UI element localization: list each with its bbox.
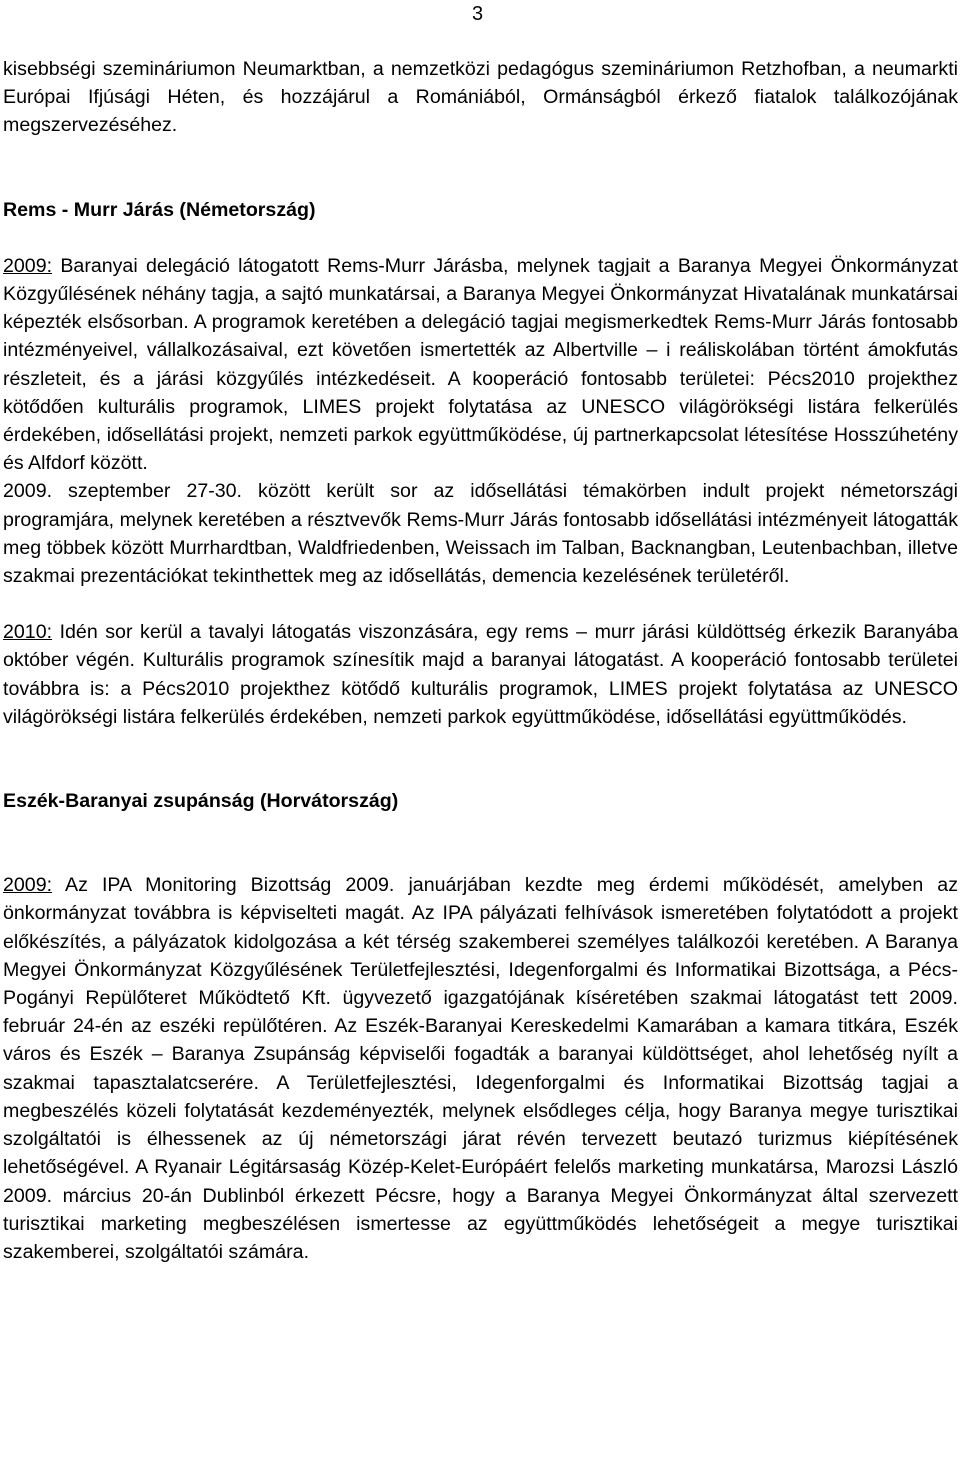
spacer	[3, 815, 958, 871]
intro-paragraph: kisebbségi szemináriumon Neumarktban, a nemzetközi pedagógus szemináriumon Retzhofban, a neumarkti Európai Ifjúsági Héten, és hozzájárul a Romániából, Ormánságból érkező fiatalok találkozójának megszervezéséhez.	[3, 58, 958, 137]
rems-murr-paragraph-2009	[3, 252, 958, 478]
spacer	[3, 140, 958, 196]
section-heading-rems-murr: Rems - Murr Járás (Németország)	[3, 198, 316, 221]
section-heading-eszek-baranya: Eszék-Baranyai zsupánság (Horvátország)	[3, 790, 399, 813]
rems-murr-paragraph-sept-2009: 2009. szeptember 27-30. között került sor az idősellátási témakörben indult projekt németországi programjára, melynek keretében a résztvevők Rems-Murr Járás fontosabb idősellátási intézményeit látogatták meg többek között Murrhardtban, Waldfriedenben, Weissach im Talban, Backnangban, Leutenbachban, illetve szakmai prezentációkat tekinthettek meg az idősellátás, demencia kezelésének területéről.	[3, 480, 958, 588]
eszek-paragraph-2009	[3, 871, 958, 1266]
document-body	[3, 55, 958, 1266]
rems-murr-paragraph-2010	[3, 618, 958, 731]
paragraph-text: Idén sor kerül a tavalyi látogatás viszonzására, egy rems – murr járási küldöttség érkezik Baranyába október végén. Kulturális programok színesítik majd a baranyai látogatást. A kooperáció fontosabb területei továbbra is: a Pécs2010 projekthez kötődő kulturális programok, LIMES projekt folytatása az UNESCO világörökségi listára felkerülés érdekében, nemzeti parkok együttműködése, idősellátási együttműködés.	[3, 621, 958, 728]
page-number: 3	[472, 3, 484, 25]
year-label: 2009:	[3, 874, 53, 897]
paragraph-text: Baranyai delegáció látogatott Rems-Murr Járásba, melynek tagjait a Baranya Megyei Önkormányzat Közgyűlésének néhány tagja, a sajtó munkatársai, a Baranya Megyei Önkormányzat Hivatalának munkatársai képezték elsősorban. A programok keretében a delegáció tagjai megismerkedtek Rems-Murr Járás fontosabb intézményeivel, vállalkozásaival, ezt követően ismertették az Albertville – i reáliskolában történt ámokfutás részleteit, és a járási közgyűlés intézkedéseit. A kooperáció fontosabb területei: Pécs2010 projekthez kötődően kulturális programok, LIMES projekt folytatása az UNESCO világörökségi listára felkerülés érdekében, idősellátási projekt, nemzeti parkok együttműködése, új partnerkapcsolat létesítése Hosszúhetény és Alfdorf között.	[3, 254, 958, 475]
year-label: 2009:	[3, 254, 53, 277]
year-label: 2010:	[3, 621, 53, 644]
paragraph-text: Az IPA Monitoring Bizottság 2009. januárjában kezdte meg érdemi működését, amelyben az önkormányzat továbbra is képviselteti magát. Az IPA pályázati felhívások ismeretében folytatódott a projekt előkészítés, a pályázatok kidolgozása a két térség szakemberei személyes találkozói keretében. A Baranya Megyei Önkormányzat Közgyűlésének Területfejlesztési, Idegenforgalmi és Informatikai Bizottsága, a Pécs-Pogányi Repülőteret Működtető Kft. ügyvezető igazgatójának kíséretében szakmai látogatást tett 2009. február 24-én az eszéki repülőtéren. Az Eszék-Baranyai Kereskedelmi Kamarában a kamara titkára, Eszék város és Eszék – Baranya Zsupánság képviselői fogadták a baranyai küldöttséget, ahol lehetőség nyílt a szakmai tapasztalatcserére. A Területfejlesztési, Idegenforgalmi és Informatikai Bizottság tagjai a megbeszélés közeli folytatását kezdeményezték, melynek elsődleges célja, hogy Baranya megye turisztikai szolgáltatói is élhessenek az új németországi járat révén tervezett beutazó turizmus kiépítésének lehetőségével. A Ryanair Légitársaság Közép-Kelet-Európáért felelős marketing munkatársa, Marozsi László 2009. március 20-án Dublinból érkezett Pécsre, hogy a Baranya Megyei Önkormányzat által szervezett turisztikai marketing megbeszélésen ismertesse az együttműködés lehetőségeit a megye turisztikai szakemberei, szolgáltatói számára.	[3, 874, 958, 1263]
spacer	[3, 731, 958, 787]
spacer	[3, 590, 958, 618]
spacer	[3, 224, 958, 252]
